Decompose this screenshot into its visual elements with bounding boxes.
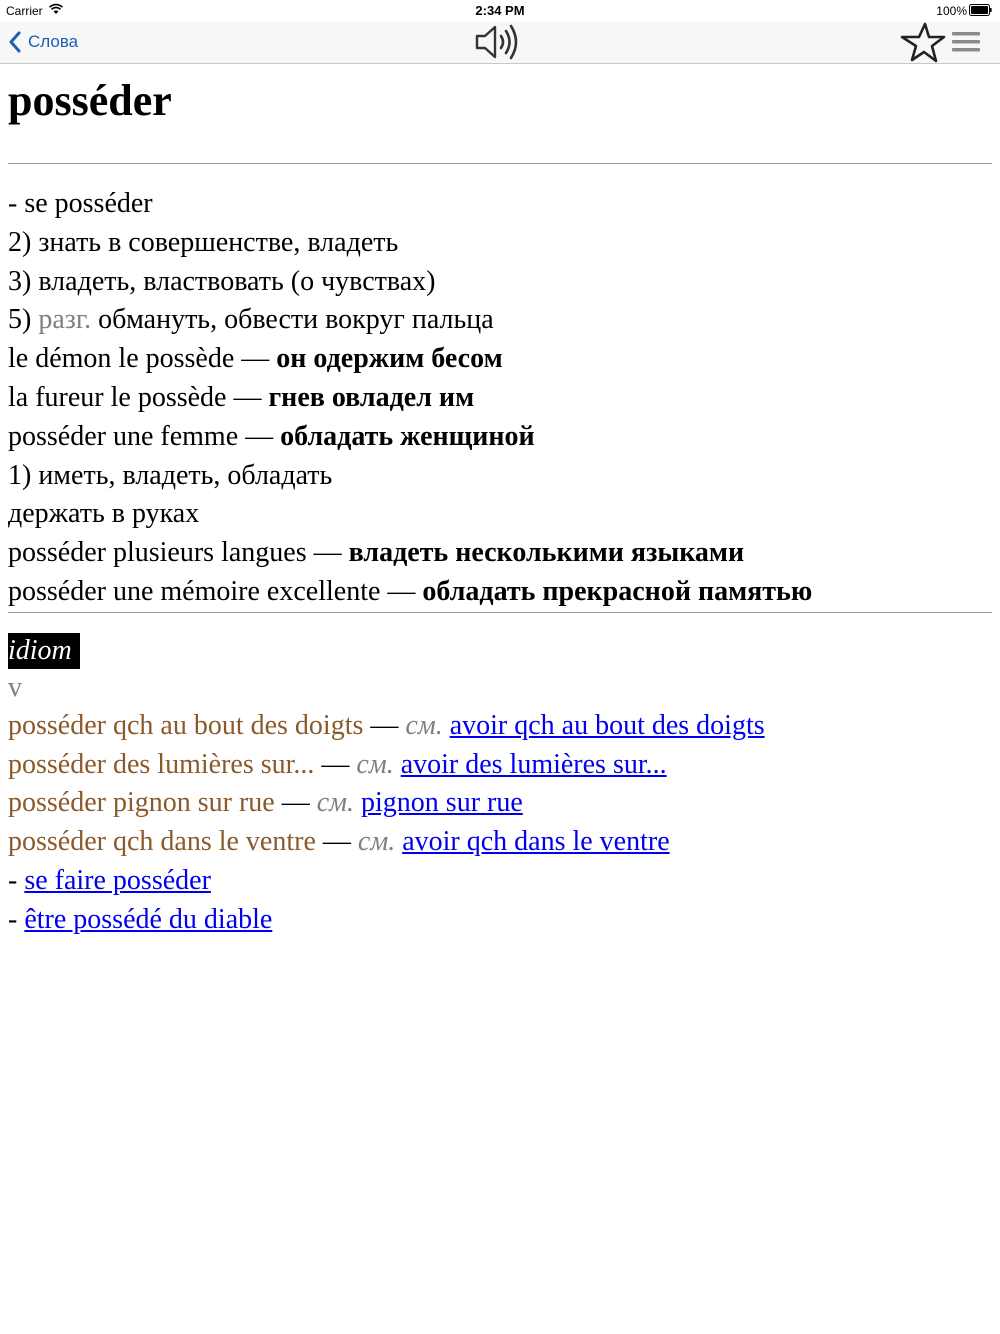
- see-label: см.: [357, 826, 396, 858]
- example-line: posséder plusieurs langues — владеть несколькими языками: [8, 537, 745, 569]
- example-line: posséder une femme — обладать женщиной: [8, 420, 535, 452]
- idiom-phrase-row: posséder pignon sur rue — см. pignon sur rue: [8, 787, 523, 819]
- chevron-left-icon: [8, 31, 22, 53]
- battery-percent: 100%: [936, 4, 967, 18]
- related-link[interactable]: être possédé du diable: [24, 903, 273, 935]
- cross-reference-link[interactable]: avoir des lumières sur...: [400, 748, 667, 780]
- cross-reference-link[interactable]: avoir qch au bout des doigts: [449, 709, 765, 741]
- idiom-phrase: posséder des lumières sur...: [8, 748, 315, 780]
- idiom-phrase-row: posséder qch dans le ventre — см. avoir qch dans le ventre: [8, 826, 670, 858]
- clock-label: 2:34 PM: [475, 3, 525, 18]
- usage-label: разг.: [38, 304, 92, 336]
- translation-list: [8, 164, 992, 612]
- example-translation: владеть несколькими языками: [348, 537, 745, 569]
- cross-reference-link[interactable]: avoir qch dans le ventre: [402, 826, 670, 858]
- see-label: см.: [356, 748, 394, 780]
- idiom-phrase-row: posséder des lumières sur... — см. avoir des lumières sur...: [8, 748, 667, 780]
- idiom-phrase: posséder qch dans le ventre: [8, 826, 316, 858]
- translation-line: 2) знать в совершенстве, владеть: [8, 226, 399, 258]
- part-of-speech-label: v: [8, 671, 22, 703]
- dictionary-entry: [8, 63, 992, 940]
- status-bar: [0, 0, 1000, 22]
- example-translation: гнев овладел им: [268, 381, 475, 413]
- related-link-row: - se faire posséder: [8, 864, 211, 896]
- carrier-label: Carrier: [6, 4, 43, 18]
- translation-line: 1) иметь, владеть, обладать: [8, 459, 333, 491]
- headword: posséder: [8, 76, 172, 125]
- see-label: см.: [316, 787, 355, 819]
- idiom-badge: idiom: [8, 633, 80, 669]
- translation-line: 5) разг. обмануть, обвести вокруг пальца: [8, 304, 494, 336]
- navigation-bar: [0, 22, 1000, 64]
- example-translation: обладать женщиной: [280, 420, 535, 452]
- translation-line: держать в руках: [8, 498, 200, 530]
- example-line: posséder une mémoire excellente — обладать прекрасной памятью: [8, 575, 813, 607]
- see-label: см.: [405, 709, 443, 741]
- back-button-label: Слова: [28, 32, 79, 51]
- idiom-phrase: posséder qch au bout des doigts: [8, 709, 364, 741]
- cross-reference-link[interactable]: pignon sur rue: [361, 787, 523, 819]
- speaker-icon[interactable]: [474, 22, 526, 62]
- back-button[interactable]: [8, 29, 78, 55]
- translation-line: - se posséder: [8, 188, 153, 219]
- star-icon[interactable]: [899, 22, 947, 64]
- idiom-section: [8, 613, 992, 940]
- translation-line: 3) владеть, властвовать (о чувствах): [8, 265, 436, 297]
- example-line: la fureur le possède — гнев овладел им: [8, 381, 475, 413]
- idiom-phrase-row: posséder qch au bout des doigts — см. avoir qch au bout des doigts: [8, 709, 765, 741]
- related-link[interactable]: se faire posséder: [24, 864, 211, 896]
- idiom-phrase: posséder pignon sur rue: [8, 787, 275, 819]
- example-translation: он одержим бесом: [276, 343, 503, 375]
- hamburger-menu-icon[interactable]: [952, 31, 980, 53]
- example-translation: обладать прекрасной памятью: [422, 575, 813, 607]
- related-link-row: - être possédé du diable: [8, 903, 273, 935]
- battery-icon: [969, 4, 992, 16]
- example-line: le démon le possède — он одержим бесом: [8, 343, 503, 375]
